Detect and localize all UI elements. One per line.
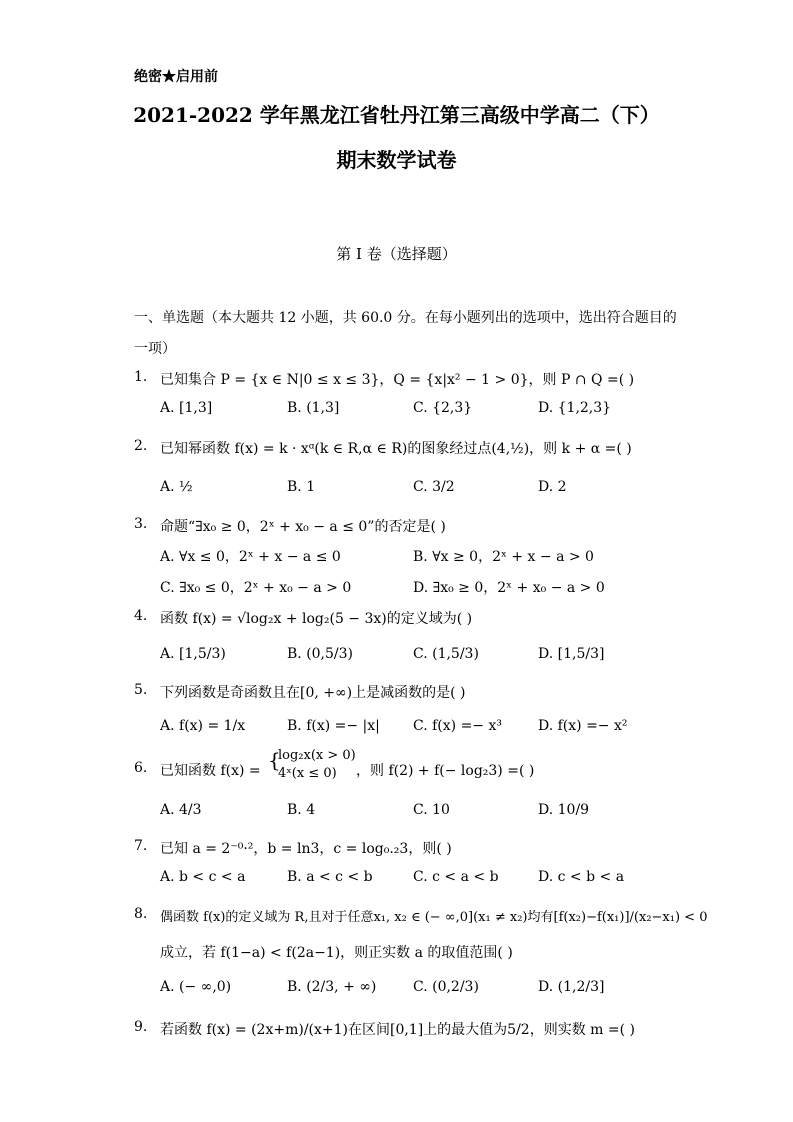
confidential-label: 绝密★启用前 <box>134 69 218 85</box>
option-a: A. 4/3 <box>160 802 202 818</box>
question-number: 7. <box>134 838 148 854</box>
option-c: C. (0,2/3) <box>413 979 479 995</box>
option-a: A. ∀x ≤ 0，2ˣ + x − a ≤ 0 <box>160 549 341 565</box>
question-stem: 已知幂函数 f(x) = k · xᵅ(k ∈ R,α ∈ R)的图象经过点(4,½)，则 k + α =( ) <box>160 441 632 457</box>
piecewise-case-2: 4ˣ(x ≤ 0) <box>278 766 337 781</box>
piecewise-case-1: log₂x(x > 0) <box>278 748 356 763</box>
option-a: A. [1,3] <box>160 400 213 416</box>
question-number: 6. <box>134 760 148 776</box>
question-number: 9. <box>134 1019 148 1035</box>
section-instructions-line1: 一、单选题（本大题共 12 小题，共 60.0 分。在每小题列出的选项中，选出符合题目的 <box>134 310 677 326</box>
option-c: C. f(x) =− x³ <box>413 718 502 734</box>
question-stem: 若函数 f(x) = (2x+m)/(x+1)在区间[0,1]上的最大值为5/2，则实数 m =( ) <box>160 1022 635 1038</box>
question-stem: 偶函数 f(x)的定义域为 R,且对于任意x₁, x₂ ∈ (− ∞,0](x₁ ≠ x₂)均有[f(x₂)−f(x₁)]/(x₂−x₁) < 0 <box>160 910 708 925</box>
option-a: A. b < c < a <box>160 869 246 885</box>
question-stem: 函数 f(x) = √log₂x + log₂(5 − 3x)的定义域为( ) <box>160 611 473 627</box>
question-stem: 下列函数是奇函数且在[0, +∞)上是减函数的是( ) <box>160 685 466 701</box>
question-stem-tail: ，则 f(2) + f(− log₂3) =( ) <box>356 763 535 779</box>
question-stem: 已知集合 P = {x ∈ N|0 ≤ x ≤ 3}，Q = {x|x² − 1 > 0}，则 P ∩ Q =( ) <box>160 372 635 388</box>
option-c: C. 3/2 <box>413 479 455 495</box>
question-number: 5. <box>134 682 148 698</box>
option-c: C. (1,5/3) <box>413 646 479 662</box>
question-number: 2. <box>134 438 148 454</box>
option-d: D. f(x) =− x² <box>538 718 628 734</box>
exam-title-line2: 期末数学试卷 <box>336 148 457 172</box>
option-d: D. {1,2,3} <box>538 400 612 416</box>
option-b: B. 1 <box>287 479 316 495</box>
option-d: D. 10/9 <box>538 802 590 818</box>
option-b: B. (0,5/3) <box>287 646 354 662</box>
option-d: D. ∃x₀ ≥ 0，2ˣ + x₀ − a > 0 <box>413 580 605 596</box>
exam-title-line1: 2021-2022 学年黑龙江省牡丹江第三高级中学高二（下） <box>133 103 660 127</box>
option-c: C. ∃x₀ ≤ 0，2ˣ + x₀ − a > 0 <box>160 580 352 596</box>
option-d: D. 2 <box>538 479 567 495</box>
option-c: C. {2,3} <box>413 400 473 416</box>
option-b: B. 4 <box>287 802 316 818</box>
option-c: C. 10 <box>413 802 450 818</box>
question-stem-line2: 成立，若 f(1−a) < f(2a−1)，则正实数 a 的取值范围( ) <box>160 945 513 961</box>
option-b: B. ∀x ≥ 0，2ˣ + x − a > 0 <box>413 549 594 565</box>
part-heading: 第 I 卷（选择题） <box>336 245 457 263</box>
question-number: 4. <box>134 608 148 624</box>
option-a: A. f(x) = 1/x <box>160 718 246 734</box>
section-instructions-line2: 一项） <box>134 341 176 357</box>
question-number: 3. <box>134 516 148 532</box>
option-a: A. ½ <box>160 479 193 495</box>
piecewise-brace: { <box>268 748 281 772</box>
question-stem: 命题“∃x₀ ≥ 0，2ˣ + x₀ − a ≤ 0”的否定是( ) <box>160 519 446 535</box>
question-number: 8. <box>134 906 148 922</box>
option-c: C. c < a < b <box>413 869 499 885</box>
option-a: A. [1,5/3) <box>160 646 226 662</box>
option-b: B. a < c < b <box>287 869 373 885</box>
option-a: A. (− ∞,0) <box>160 979 232 995</box>
question-number: 1. <box>134 369 148 385</box>
question-stem: 已知 a = 2⁻⁰·²，b = ln3，c = log₀.₂3，则( ) <box>160 841 452 857</box>
option-d: D. (1,2/3] <box>538 979 605 995</box>
option-b: B. (2/3, + ∞) <box>287 979 377 995</box>
question-stem: 已知函数 f(x) = <box>160 763 261 779</box>
option-d: D. [1,5/3] <box>538 646 605 662</box>
option-b: B. (1,3] <box>287 400 340 416</box>
option-d: D. c < b < a <box>538 869 625 885</box>
option-b: B. f(x) =− |x| <box>287 718 380 734</box>
